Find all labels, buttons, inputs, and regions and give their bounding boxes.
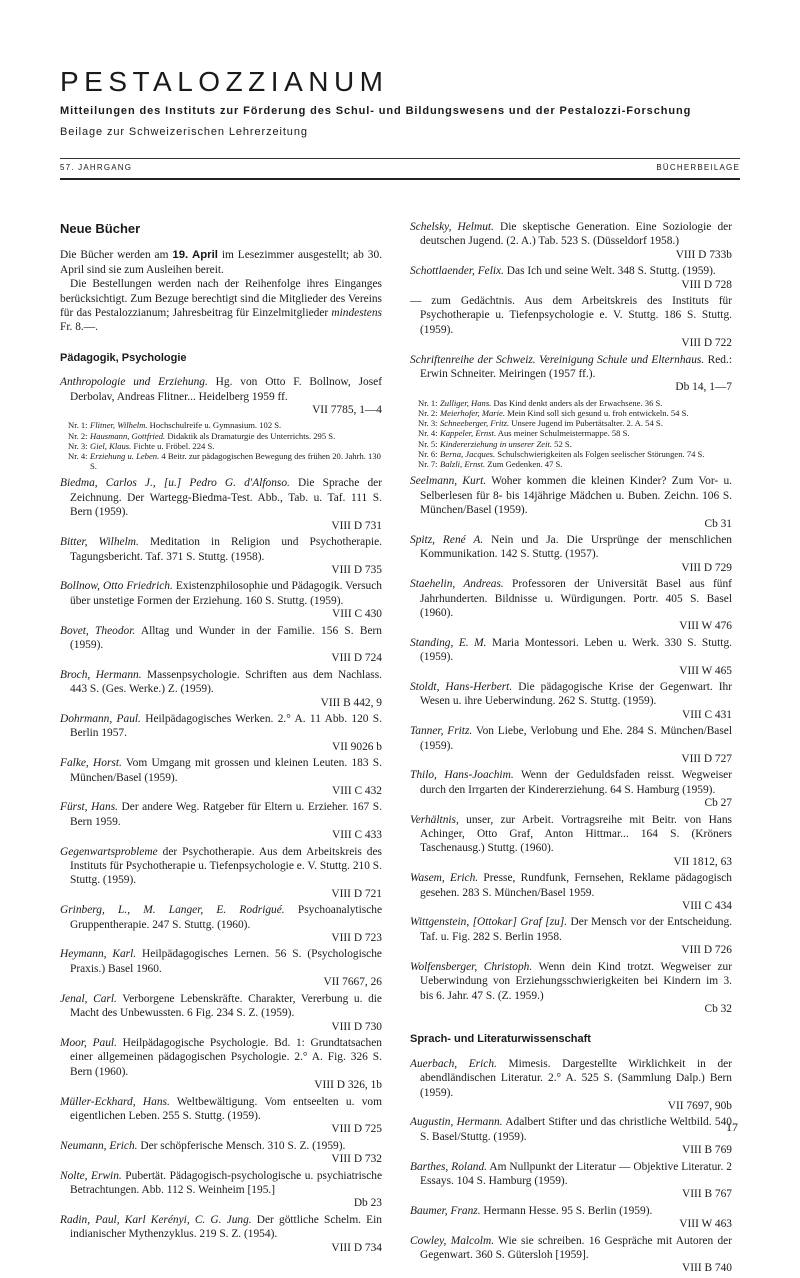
series-volume: Nr. 6: Berna, Jacques. Schulschwierigkeiten als Folgen seelischer Störungen. 74 S. (418, 448, 705, 459)
call-number: Db 23 (353, 1197, 382, 1210)
book-entry: Tanner, Fritz. Von Liebe, Verlobung und Ehe. 284 S. München/Basel (1959). VIII D 727 (410, 725, 732, 766)
book-entry: Bollnow, Otto Friedrich. Existenzphilosophie und Pädagogik. Versuch über unstetige Formen der Erziehung. 160 S. Stuttg. (1959). VIII C 430 (60, 580, 382, 621)
intro-paragraph-2: Die Bestellungen werden nach der Reihenfolge ihres Einganges berücksichtigt. Zum Bezuge berechtigt sind die Mitglieder des Vereins für das Pestalozzianum; Jahresbeitrag für Einzelmitglieder mindestens Fr. 8.—. (60, 278, 382, 334)
call-number: VIII B 442, 9 (320, 696, 382, 709)
call-number: VIII B 740 (682, 1262, 732, 1275)
book-entry: Nolte, Erwin. Pubertät. Pädagogisch-psychologische u. psychiatrische Betrachtungen. Abb. 112 S. Weinheim [195.] Db 23 (60, 1169, 382, 1210)
book-entry: Cowley, Malcolm. Wie sie schreiben. 16 Gespräche mit Autoren der Gegenwart. 360 S. Gütersloh [1959]. VIII B 740 (410, 1234, 733, 1275)
edition-year: 57. JAHRGANG (60, 163, 133, 172)
call-number: VIII D 728 (681, 278, 732, 291)
call-number: VIII D 326, 1b (314, 1079, 382, 1092)
journal-title: PESTALOZZIANUM (60, 66, 389, 97)
call-number: VIII D 732 (331, 1153, 382, 1166)
series-volume: Nr. 7: Balzli, Ernst. Zum Gedenken. 47 S. (418, 459, 563, 470)
book-entry: Auerbach, Erich. Mimesis. Dargestellte Wirklichkeit in der abendländischen Literatur. 2.° A. 525 S. (Sammlung Dalp.) Bern (1959). VII 7697, 90b (410, 1057, 732, 1112)
call-number: VIII B 769 (682, 1144, 732, 1157)
call-number: VIII D 724 (331, 652, 382, 665)
book-entry: Augustin, Hermann. Adalbert Stifter und das christliche Weltbild. 540 S. Basel/Stuttg. (1959). VIII B 769 (410, 1116, 732, 1157)
book-entry: Schriftenreihe der Schweiz. Vereinigung Schule und Elternhaus. Red.: Erwin Schneiter. Meiringen (1957 ff.). Db 14, 1—7 (410, 353, 732, 394)
book-entry: Wasem, Erich. Presse, Rundfunk, Fernsehen, Reklame pädagogisch gesehen. 283 S. München/Basel 1959. VIII C 434 (410, 872, 732, 913)
journal-subtitle: Mitteilungen des Instituts zur Förderung des Schul- und Bildungswesens und der Pestalozzi-Forschung (60, 105, 692, 117)
call-number: VIII D 727 (681, 753, 732, 766)
series-volumes (60, 420, 382, 471)
series-volume: Nr. 3: Schneeberger, Fritz. Unsere Jugend im Pubertätsalter. 2. A. 54 S. (418, 418, 663, 429)
book-entry: Neumann, Erich. Der schöpferische Mensch. 310 S. Z. (1959). VIII D 732 (60, 1139, 382, 1166)
call-number: VIII D 723 (331, 932, 382, 945)
call-number: VIII D 730 (331, 1020, 382, 1033)
intro-paragraph-1: Die Bücher werden am 19. April im Lesezimmer ausgestellt; ab 30. April sind sie zum Ausleihen bereit. (60, 249, 382, 276)
series-volume: Nr. 2: Meierhofer, Marie. Mein Kind soll sich gesund u. froh entwickeln. 54 S. (418, 408, 689, 419)
call-number: VII 1812, 63 (673, 855, 732, 868)
call-number: VIII C 434 (682, 900, 732, 913)
book-entry: Seelmann, Kurt. Woher kommen die kleinen Kinder? Zum Vor- u. Selberlesen für 8- bis 14jährige Mädchen u. Buben. Zeichn. 106 S. München/Basel (1959). Cb 31 (410, 475, 733, 530)
call-number: VIII C 432 (332, 785, 382, 798)
series-volume: Nr. 3: Giel, Klaus. Fichte u. Fröbel. 224 S. (68, 440, 215, 451)
book-entry: Dohrmann, Paul. Heilpädagogisches Werken. 2.° A. 11 Abb. 120 S. Berlin 1957. VII 9026 b (60, 712, 382, 753)
book-entry: Schelsky, Helmut. Die skeptische Generation. Eine Soziologie der deutschen Jugend. (2. A.) Tab. 523 S. (Düsseldorf 1958.) VIII D 733b (410, 221, 732, 261)
book-entry: Jenal, Carl. Verborgene Lebenskräfte. Charakter, Vererbung u. die Macht des Unbewussten. 6 Fig. 234 S. Z. (1959). VIII D 730 (60, 992, 382, 1033)
book-entry: Anthropologie und Erziehung. Hg. von Otto F. Bollnow, Josef Derbolav, Andreas Flitner... Heidelberg 1959 ff. VII 7785, 1—4 (60, 376, 382, 417)
call-number: Cb 32 (704, 1002, 732, 1015)
book-entry: Biedma, Carlos J., [u.] Pedro G. d'Alfonso. Die Sprache der Zeichnung. Der Wartegg-Biedma-Test. Abb., Tab. u. Taf. 111 S. Bern (1959). VIII D 731 (60, 477, 382, 532)
call-number: VIII D 729 (681, 561, 732, 574)
call-number: Db 14, 1—7 (675, 381, 732, 394)
section-heading-new-books: Neue Bücher (60, 221, 141, 236)
right-column (410, 220, 732, 1278)
call-number: VIII D 734 (331, 1241, 382, 1254)
call-number: VIII C 430 (332, 608, 382, 621)
call-number: VIII B 767 (682, 1188, 732, 1201)
book-entry: Schottlaender, Felix. Das Ich und seine Welt. 348 S. Stuttg. (1959). VIII D 728 (410, 265, 732, 291)
book-entry: Verhältnis, unser, zur Arbeit. Vortragsreihe mit Beitr. von Hans Achinger, Otto Graf, Anton Hittmar... 164 S. (Kröners Taschenausg.) Stuttg. (1960). VII 1812, 63 (410, 813, 732, 868)
book-entry: Barthes, Roland. Am Nullpunkt der Literatur — Objektive Literatur. 2 Essays. 104 S. Hamburg (1959). VIII B 767 (410, 1160, 732, 1201)
series-volume: Nr. 5: Kindererziehung in unserer Zeit. 52 S. (418, 438, 572, 449)
edition-row (60, 163, 740, 172)
section-heading-sprachwissenschaft: Sprach- und Literaturwissenschaft (410, 1033, 591, 1046)
book-entry: Stoldt, Hans-Herbert. Die pädagogische Krise der Gegenwart. Ihr Wesen u. ihre Ueberwindung. 262 S. Stuttg. (1959). VIII C 431 (410, 680, 733, 721)
series-volume: Nr. 1: Zulliger, Hans. Das Kind denkt anders als der Erwachsene. 36 S. (418, 397, 663, 408)
page-number: 17 (726, 1120, 738, 1134)
series-volume: Nr. 4: Kappeler, Ernst. Aus meiner Schulmeistermappe. 58 S. (418, 428, 630, 439)
call-number: Cb 27 (704, 797, 732, 810)
book-entry: Heymann, Karl. Heilpädagogisches Lernen. 56 S. (Psychologische Praxis.) Basel 1960. VII 7667, 26 (60, 948, 382, 989)
book-entry: Grinberg, L., M. Langer, E. Rodrigué. Psychoanalytische Gruppentherapie. 247 S. Stuttg. (1960). VIII D 723 (60, 904, 383, 945)
series-volume: Nr. 4: Erziehung u. Leben. 4 Beitr. zur pädagogischen Bewegung des frühen 20. Jahrh. 130 S. (68, 451, 381, 472)
book-entry: Spitz, René A. Nein und Ja. Die Ursprünge der menschlichen Kommunikation. 142 S. Stuttg. (1957). VIII D 729 (410, 533, 733, 574)
call-number: VII 7667, 26 (323, 976, 382, 989)
call-number: VIII D 722 (681, 337, 732, 350)
book-entry: Bitter, Wilhelm. Meditation in Religion und Psychotherapie. Tagungsbericht. Taf. 371 S. Stuttg. (1958). VIII D 735 (60, 536, 382, 576)
call-number: VII 9026 b (332, 740, 382, 753)
series-volume: Nr. 2: Hausmann, Gottfried. Didaktik als Dramaturgie des Unterrichts. 295 S. (68, 430, 336, 441)
call-number: VIII W 463 (679, 1218, 732, 1231)
call-number: VIII C 433 (332, 829, 382, 842)
book-entry: Baumer, Franz. Hermann Hesse. 95 S. Berlin (1959). VIII W 463 (410, 1204, 732, 1231)
book-entry: Wolfensberger, Christoph. Wenn dein Kind trotzt. Wegweiser zur Ueberwindung von Erziehungsschwierigkeiten bei Kindern im 3. bis 6. Jahr. 47 S. (Z. 1959.) Cb 32 (410, 960, 732, 1015)
book-entry: Standing, E. M. Maria Montessori. Leben u. Werk. 330 S. Stuttg. (1959). VIII W 465 (410, 636, 733, 677)
book-entry: Fürst, Hans. Der andere Weg. Ratgeber für Eltern u. Erzieher. 167 S. Bern 1959. VIII C 433 (60, 801, 382, 842)
top-rule (60, 158, 740, 159)
book-entry: Bovet, Theodor. Alltag und Wunder in der Familie. 156 S. Bern (1959). VIII D 724 (60, 624, 382, 665)
call-number: Cb 31 (704, 517, 732, 530)
call-number: VIII C 431 (682, 708, 732, 721)
book-entry: — zum Gedächtnis. Aus dem Arbeitskreis des Instituts für Psychotherapie u. Tiefenpsychologie e. V. Stuttg. 186 S. Stuttg. (1959). VIII D 722 (410, 295, 732, 350)
book-entry: Falke, Horst. Vom Umgang mit grossen und kleinen Leuten. 183 S. München/Basel (1959). VIII C 432 (60, 757, 382, 798)
call-number: VIII D 725 (331, 1123, 382, 1136)
book-entry: Broch, Hermann. Massenpsychologie. Schriften aus dem Nachlass. 443 S. (Ges. Werke.) Z. (1959). VIII B 442, 9 (60, 668, 382, 709)
edition-supplement: BÜCHERBEILAGE (656, 163, 740, 172)
book-entry: Staehelin, Andreas. Professoren der Universität Basel aus fünf Jahrhunderten. Bildnisse u. Würdigungen. Portr. 405 S. Basel (1960). VIII W 476 (410, 578, 732, 633)
call-number: VIII D 735 (331, 563, 382, 576)
section-heading-paedagogik: Pädagogik, Psychologie (60, 351, 187, 364)
book-entry: Radin, Paul, Karl Kerényi, C. G. Jung. Der göttliche Schelm. Ein indianischer Mythenzyklus. 219 S. Z. (1954). VIII D 734 (60, 1213, 382, 1254)
book-entry: Moor, Paul. Heilpädagogische Psychologie. Bd. 1: Grundtatsachen einer allgemeinen pädagogischen Psychologie. 2.° A. Fig. 326 S. Bern (1960). VIII D 326, 1b (60, 1036, 383, 1092)
left-column (60, 222, 382, 1257)
series-volumes (410, 398, 732, 469)
call-number: VII 7785, 1—4 (312, 404, 382, 417)
book-entry: Wittgenstein, [Ottokar] Graf [zu]. Der Mensch vor der Entscheidung. Taf. u. Fig. 282 S. Berlin 1958. VIII D 726 (410, 916, 732, 957)
book-entry: Müller-Eckhard, Hans. Weltbewältigung. Vom entseelten u. vom eigentlichen Leben. 255 S. Stuttg. (1959). VIII D 725 (60, 1095, 382, 1136)
call-number: VIII D 721 (331, 887, 382, 900)
bottom-rule (60, 178, 740, 180)
supplement-line: Beilage zur Schweizerischen Lehrerzeitung (60, 126, 308, 138)
book-entry: Thilo, Hans-Joachim. Wenn der Geduldsfaden reisst. Wegweiser durch den Irrgarten der Kindererziehung. 64 S. Hamburg (1959). Cb 27 (410, 769, 732, 810)
call-number: VIII W 465 (679, 664, 732, 677)
series-volume: Nr. 1: Flitner, Wilhelm. Hochschulreife u. Gymnasium. 102 S. (68, 420, 282, 431)
book-entry: Gegenwartsprobleme der Psychotherapie. Aus dem Arbeitskreis des Instituts für Psychotherapie u. Tiefenpsychologie e. V. Stuttg. 210 S. Stuttg. (1959). VIII D 721 (60, 845, 382, 900)
call-number: VIII D 731 (331, 519, 382, 532)
call-number: VIII W 476 (679, 620, 732, 633)
call-number: VII 7697, 90b (667, 1099, 732, 1112)
call-number: VIII D 733b (675, 248, 732, 261)
call-number: VIII D 726 (681, 944, 732, 957)
masthead (60, 66, 740, 138)
intro-section (60, 222, 382, 335)
